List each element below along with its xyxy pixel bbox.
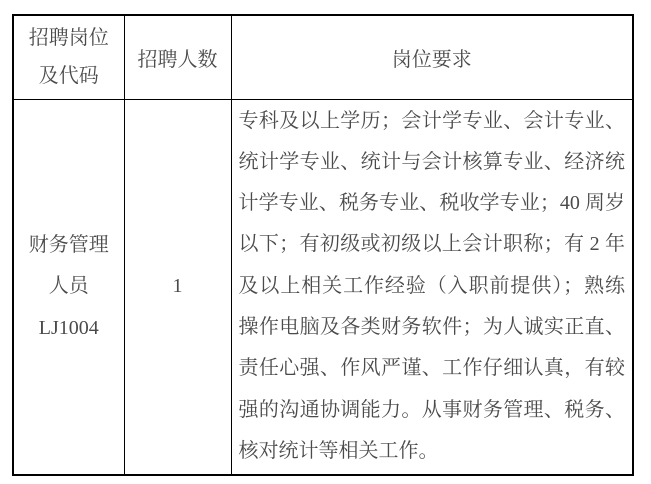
table-row: [13, 99, 633, 475]
recruitment-table: [12, 14, 634, 476]
requirements-line: 操作电脑及各类财务软件；为人诚实正直、: [238, 315, 625, 338]
requirements-line: 及以上相关工作经验（入职前提供）；熟练: [238, 274, 625, 297]
requirements-line: 专科及以上学历；会计学专业、会计专业、: [238, 109, 625, 132]
header-requirements: 岗位要求: [231, 15, 633, 99]
position-name-line1: 财务管理: [28, 233, 109, 256]
position-code: LJ1004: [38, 316, 99, 339]
requirements-line: 计学专业、税务专业、税收学专业；40 周岁: [238, 192, 625, 215]
requirements-line: 强的沟通协调能力。从事财务管理、税务、: [238, 398, 625, 421]
header-position-line2: 及代码: [38, 65, 99, 88]
requirements-line: 责任心强、作风严谨、工作仔细认真，有较: [238, 357, 625, 380]
header-position-and-code: [13, 15, 124, 99]
cell-headcount: 1: [124, 99, 231, 475]
requirements-line: 核对统计等相关工作。: [238, 439, 439, 462]
header-headcount: 招聘人数: [124, 15, 231, 99]
requirements-line: 以下；有初级或初级以上会计职称；有 2 年: [238, 233, 625, 256]
position-name-line2: 人员: [48, 275, 89, 297]
requirements-line: 统计学专业、统计与会计核算专业、经济统: [238, 150, 625, 173]
header-position-line1: 招聘岗位: [28, 27, 109, 50]
cell-position-and-code: [13, 99, 124, 475]
table-header-row: [13, 15, 633, 99]
cell-requirements: [231, 99, 633, 475]
